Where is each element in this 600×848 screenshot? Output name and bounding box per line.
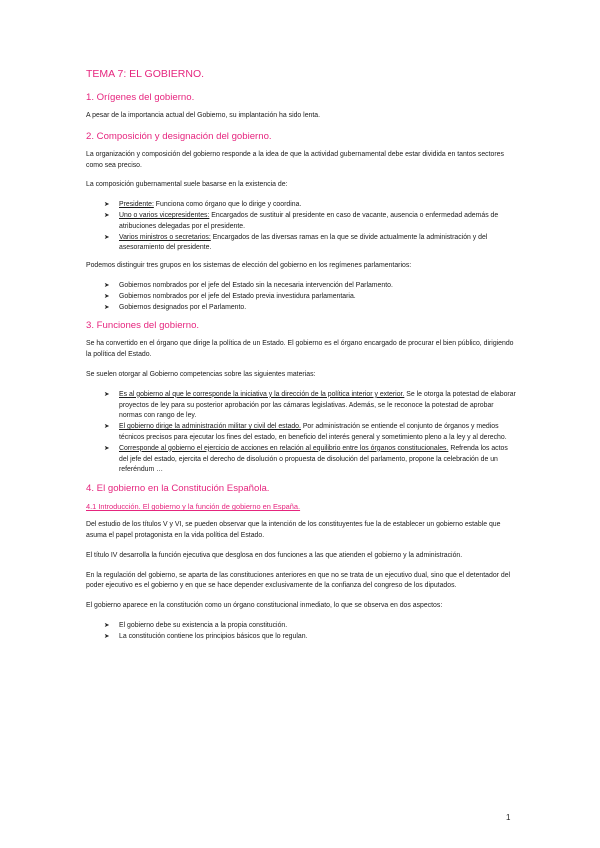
list-item-text: Gobiernos designados por el Parlamento. xyxy=(119,303,247,311)
arrow-bullet-icon: ➤ xyxy=(104,621,110,629)
section-1-heading: 1. Orígenes del gobierno. xyxy=(86,92,195,103)
list-item-text: Se le otorga la potestad de elaborar proyectos de ley para su posterior aprobación por las cámaras legislativas. Además, se le reconoce la potestad de aprobar normas con rango de ley. xyxy=(119,390,516,420)
list-item xyxy=(86,632,516,643)
section-4-paragraph-3: En la regulación del gobierno, se aparta de las constituciones anteriores en que no se trata de un ejecutivo dual, sino que el detentador del poder ejecutivo es el gobierno y en que se hace depender exclusivamente de la confianza del congreso de los diputados. xyxy=(86,571,511,590)
arrow-bullet-icon: ➤ xyxy=(104,211,110,219)
list-item xyxy=(86,200,516,211)
list-item-text: Por administración se entiende el conjunto de órganos y medios técnicos precisos para ejecutar los fines del estado, en beneficio del interés general y sometimiento pleno a la ley y al derecho. xyxy=(119,423,507,441)
arrow-bullet-icon: ➤ xyxy=(104,423,110,431)
list-item-label: Varios ministros o secretarios: xyxy=(119,233,211,241)
list-item xyxy=(86,621,516,632)
list-item xyxy=(86,444,516,476)
section-4-1-subheading: 4.1 Introducción. El gobierno y la función de gobierno en España. xyxy=(86,502,301,512)
list-item xyxy=(86,233,516,255)
arrow-bullet-icon: ➤ xyxy=(104,201,110,209)
government-functions-list xyxy=(86,390,516,476)
section-2-paragraph-1: La organización y composición del gobierno responde a la idea de que la actividad gubernamental debe estar dividida en tantos sectores como sea preciso. xyxy=(86,150,504,169)
section-4-paragraph-2: El título IV desarrolla la función ejecutiva que desglosa en dos funciones a las que atienden el gobierno y la administración. xyxy=(86,551,463,559)
list-item-text: Gobiernos nombrados por el jefe del Estado previa investidura parlamentaria. xyxy=(119,292,356,300)
arrow-bullet-icon: ➤ xyxy=(104,303,110,311)
list-item xyxy=(86,292,516,303)
list-item xyxy=(86,211,516,233)
section-4-heading: 4. El gobierno en la Constitución Española. xyxy=(86,483,270,495)
section-2-paragraph-3: Podemos distinguir tres grupos en los sistemas de elección del gobierno en los regímenes parlamentarios: xyxy=(86,262,412,270)
section-2-heading: 2. Composición y designación del gobierno. xyxy=(86,130,272,142)
list-item-text: Encargados de las diversas ramas en la que se divide actualmente la administración y del asesoramiento del presidente. xyxy=(119,233,488,252)
list-item xyxy=(86,390,516,422)
arrow-bullet-icon: ➤ xyxy=(104,632,110,640)
election-systems-list xyxy=(86,281,516,313)
list-item-label: Corresponde al gobierno el ejercicio de acciones en relación al equilibrio entre los órganos constitucionales. xyxy=(119,444,449,452)
list-item-text: Refrenda los actos del jefe del estado, ejercita el derecho de disolución o propuesta de disolución del parlamento, propone la celebración de un referéndum … xyxy=(119,444,508,474)
section-3-heading: 3. Funciones del gobierno. xyxy=(86,320,200,332)
arrow-bullet-icon: ➤ xyxy=(104,390,110,398)
arrow-bullet-icon: ➤ xyxy=(104,281,110,289)
section-4-paragraph-1: Del estudio de los títulos V y VI, se pueden observar que la intención de los constituyentes fue la de establecer un gobierno estable que asuma el papel protagonista en la vida política del Estado. xyxy=(86,521,501,539)
list-item-text: Funciona como órgano que lo dirige y coordina. xyxy=(153,201,302,209)
list-item xyxy=(86,422,516,444)
section-3-paragraph-1: Se ha convertido en el órgano que dirige la política de un Estado. El gobierno es el órgano encargado de procurar el bien público, dirigiendo la política del Estado. xyxy=(86,340,514,359)
list-item-text: El gobierno debe su existencia a la propia constitución. xyxy=(119,621,288,629)
document-title: TEMA 7: EL GOBIERNO. xyxy=(86,68,205,80)
list-item-text: La constitución contiene los principios básicos que lo regulan. xyxy=(119,632,308,640)
section-1-paragraph: A pesar de la importancia actual del Gobierno, su implantación ha sido lenta. xyxy=(86,112,321,119)
list-item-label: Presidente: xyxy=(119,201,154,209)
arrow-bullet-icon: ➤ xyxy=(104,292,110,300)
list-item-label: Uno o varios vicepresidentes: xyxy=(119,211,210,219)
arrow-bullet-icon: ➤ xyxy=(104,444,110,452)
list-item-label: Es al gobierno al que le corresponde la iniciativa y la dirección de la política interior y exterior. xyxy=(119,390,405,398)
page-number: 1 xyxy=(506,813,511,822)
section-2-paragraph-2: La composición gubernamental suele basarse en la existencia de: xyxy=(86,181,288,189)
government-composition-list xyxy=(86,200,516,254)
section-4-paragraph-4: El gobierno aparece en la constitución como un órgano constitucional inmediato, lo que se observa en dos aspectos: xyxy=(86,602,443,610)
list-item xyxy=(86,303,516,314)
list-item xyxy=(86,281,516,292)
list-item-label: El gobierno dirige la administración militar y civil del estado. xyxy=(119,423,301,431)
list-item-text: Gobiernos nombrados por el jefe del Estado sin la necesaria intervención del Parlamento. xyxy=(119,281,393,289)
arrow-bullet-icon: ➤ xyxy=(104,233,110,241)
section-3-paragraph-2: Se suelen otorgar al Gobierno competencias sobre las siguientes materias: xyxy=(86,370,316,378)
constitution-aspects-list xyxy=(86,621,516,643)
list-item-text: Encargados de sustituir al presidente en caso de vacante, ausencia o enfermedad además de atribuciones delegadas por el presidente. xyxy=(119,211,499,230)
document-body xyxy=(86,68,516,650)
